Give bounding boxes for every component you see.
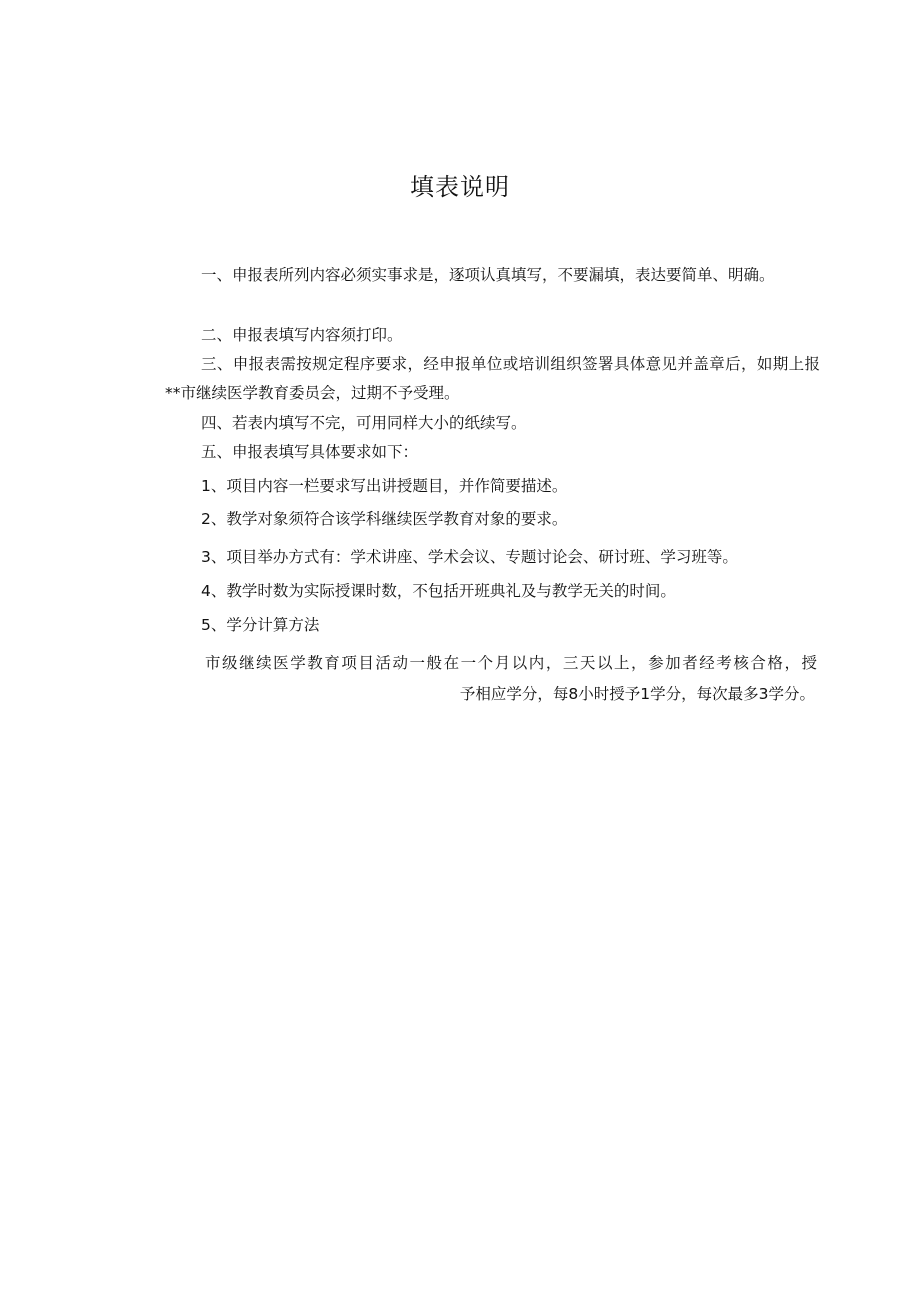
instruction-item-1: 一、申报表所列内容必须实事求是，逐项认真填写，不要漏填，表达要简单、明确。 bbox=[201, 266, 775, 284]
instruction-item-4: 四、若表内填写不完，可用同样大小的纸续写。 bbox=[201, 414, 527, 432]
instruction-item-5: 五、申报表填写具体要求如下： bbox=[201, 443, 419, 461]
requirement-item-4: 4、教学时数为实际授课时数，不包括开班典礼及与教学无关的时间。 bbox=[201, 582, 676, 600]
requirement-item-1: 1、项目内容一栏要求写出讲授题目，并作简要描述。 bbox=[201, 477, 568, 495]
instruction-item-2: 二、申报表填写内容须打印。 bbox=[201, 326, 403, 344]
instruction-item-3: 三、申报表需按规定程序要求，经申报单位或培训组织签署具体意见并盖章后，如期上报**市继续医学教育委员会，过期不予受理。 bbox=[165, 355, 820, 402]
requirement-item-2: 2、教学对象须符合该学科继续医学教育对象的要求。 bbox=[201, 510, 568, 528]
credit-rule-line-2: 予相应学分，每8小时授予1学分，每次最多3学分。 bbox=[459, 685, 815, 703]
credit-rule-line-1: 市级继续医学教育项目活动一般在一个月以内，三天以上，参加者经考核合格，授 bbox=[205, 654, 817, 672]
requirement-item-5: 5、学分计算方法 bbox=[201, 616, 320, 634]
requirement-item-3: 3、项目举办方式有：学术讲座、学术会议、专题讨论会、研讨班、学习班等。 bbox=[201, 548, 738, 566]
page-title: 填表说明 bbox=[410, 173, 510, 201]
